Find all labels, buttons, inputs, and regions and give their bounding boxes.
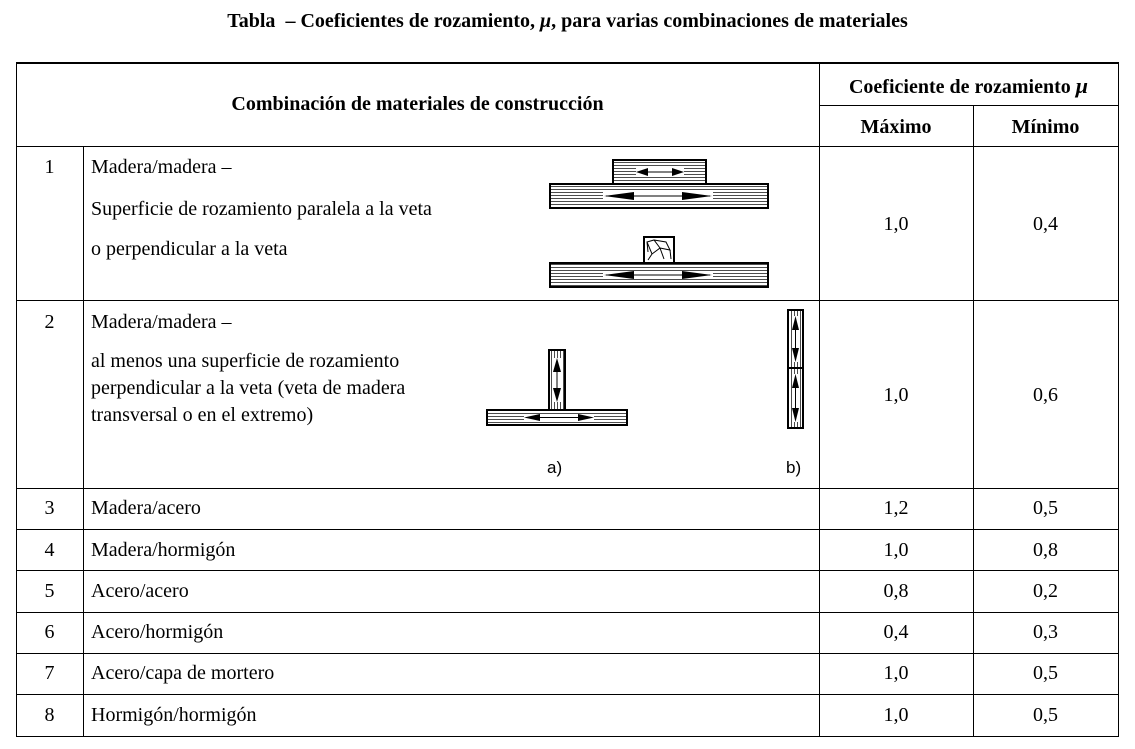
- header-combination: Combinación de materiales de construcción: [231, 93, 604, 115]
- row-max-value: 1,2: [883, 497, 909, 519]
- caption-mu-symbol: μ: [540, 10, 552, 32]
- figure-label-b: b): [786, 458, 802, 477]
- row-number: 8: [44, 704, 55, 726]
- row-max-value: 1,0: [883, 384, 909, 406]
- row-divider: [16, 488, 1119, 489]
- number-column-divider: [83, 146, 84, 736]
- header-min: Mínimo: [1011, 116, 1080, 138]
- table-caption: Tabla – Coeficientes de rozamiento, μ, para varias combinaciones de materiales: [227, 10, 908, 32]
- wood-wood-parallel-figure: [548, 158, 773, 293]
- row-min-value: 0,2: [1033, 580, 1058, 602]
- row-min-value: 0,3: [1033, 621, 1058, 643]
- caption-title: Coeficientes de rozamiento,: [300, 10, 535, 32]
- header-sub-divider: [819, 105, 1119, 106]
- row-material: Madera/acero: [91, 497, 201, 519]
- wood-wood-end-joint-figure: [784, 308, 808, 432]
- caption-prefix: Tabla: [227, 10, 276, 32]
- wood-wood-t-joint-figure: [484, 346, 630, 430]
- row-material: Acero/acero: [91, 580, 189, 602]
- row-material-line: transversal o en el extremo): [91, 404, 314, 426]
- table-bottom-border: [16, 736, 1119, 737]
- row-divider: [16, 612, 1119, 613]
- row-divider: [16, 653, 1119, 654]
- figure-label-a: a): [547, 458, 563, 477]
- row-divider: [16, 694, 1119, 695]
- row-min-value: 0,8: [1033, 539, 1058, 561]
- row-max-value: 0,8: [883, 580, 909, 602]
- row-max-value: 1,0: [883, 704, 909, 726]
- row-number: 6: [44, 621, 55, 643]
- row-material-line: Madera/madera –: [91, 311, 232, 333]
- row-divider: [16, 300, 1119, 301]
- table-top-border: [16, 62, 1119, 64]
- row-number: 5: [44, 580, 55, 602]
- header-max: Máximo: [860, 116, 932, 138]
- header-mu-symbol: μ: [1075, 73, 1089, 98]
- row-material-line: Superficie de rozamiento paralela a la veta: [91, 198, 432, 220]
- row-min-value: 0,6: [1033, 384, 1058, 406]
- row-number: 3: [44, 497, 55, 519]
- row-number: 4: [44, 539, 55, 561]
- row-max-value: 1,0: [883, 539, 909, 561]
- header-bottom-border: [16, 146, 1119, 147]
- row-material: Acero/capa de mortero: [91, 662, 275, 684]
- caption-suffix: , para varias combinaciones de materiales: [551, 10, 908, 32]
- row-number: 2: [44, 311, 55, 333]
- row-material: Acero/hormigón: [91, 621, 224, 643]
- row-max-value: 1,0: [883, 662, 909, 684]
- table-right-border: [1118, 62, 1119, 736]
- row-number: 7: [44, 662, 55, 684]
- row-min-value: 0,5: [1033, 704, 1058, 726]
- row-divider: [16, 529, 1119, 530]
- row-material: Hormigón/hormigón: [91, 704, 257, 726]
- row-number: 1: [44, 156, 55, 178]
- row-max-value: 0,4: [883, 621, 909, 643]
- row-material: Madera/hormigón: [91, 539, 236, 561]
- row-divider: [16, 570, 1119, 571]
- row-material-line: perpendicular a la veta (veta de madera: [91, 377, 406, 399]
- header-coefficient: [819, 73, 1118, 99]
- row-material-line: Madera/madera –: [91, 156, 232, 178]
- row-min-value: 0,5: [1033, 497, 1058, 519]
- row-min-value: 0,5: [1033, 662, 1058, 684]
- row-max-value: 1,0: [883, 213, 909, 235]
- row-material-line: al menos una superficie de rozamiento: [91, 350, 400, 372]
- header-coefficient-label: Coeficiente de rozamiento: [848, 76, 1071, 98]
- row-material-line: o perpendicular a la veta: [91, 238, 288, 260]
- row-min-value: 0,4: [1033, 213, 1058, 235]
